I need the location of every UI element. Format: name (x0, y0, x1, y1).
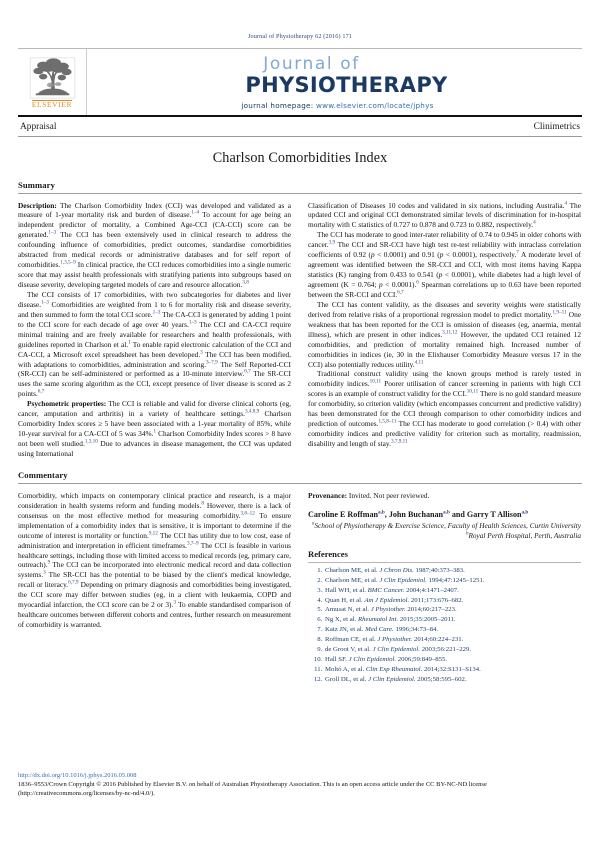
affiliation-a: $^a$School of Physiotherapy & Exercise Science, Faculty of Health Sciences, Curtin University (311, 520, 581, 531)
paragraph-text: The CCI is reliable and valid for diverse clinical cohorts (eg, cancer, amputation and arthritis) in a variety of healthcare settings.$^{3,4,8,9}$ Charlson Comorbidity Index scores ≥ 5 have been associated with a 1-year mortality of 85%, while 10-year survival for a CA-CCI of 5 was 34%.$^1$ Charlson Comorbidity Index scores > 8 have not been well studied.$^{1,3,10}$ Due to advances in disease management, the CCI was updated using International (18, 399, 292, 458)
copyright-notice: 1836–9553/Crown Copyright © 2016 Published by Elsevier B.V. on behalf of Australian Physiotherapy Association. This is an open access article under the CC BY-NC-ND license (http://creativecommons.org/licenses/by-nc-nd/4.0/). (18, 781, 487, 798)
elsevier-tree-icon (29, 57, 76, 99)
elsevier-logo (18, 49, 87, 115)
summary-section (18, 180, 582, 459)
paragraph-text: The CCI has content validity, as the diseases and severity weights were statistically derived from relative risks of a proportional regression model to predict mortality.$^{1,9-11}$ One weakness that has been reported for the CCI is omission of diseases (eg, anaemia, mental illness), which are present in other indices.$^{3,11,12}$ However, the updated CCI retained 12 comorbidities, and prediction of mortality remained high. Increased number of comorbidities in indices (ie, 30 in the Elixhauser Comorbidity Measure versus 17 in the CCI) also potentially reduces utility.$^{4,11}$ (308, 299, 582, 369)
list-item: 11. Moltó A, et al. Clin Exp Rheumatol. 2014;32:S131–S134. (324, 665, 581, 675)
commentary-column-left (18, 491, 291, 685)
references-heading: References (308, 549, 348, 560)
journal-title-line2: PHYSIOTHERAPY (245, 72, 448, 97)
list-item: 3. Hall WH, et al. BMC Cancer. 2004;4:1471–2407. (324, 586, 581, 596)
commentary-columns (18, 491, 582, 685)
summary-columns (18, 201, 582, 459)
paragraph-text: Comorbidity, which impacts on contemporary clinical practice and research, is a major consideration in health systems reform and funding models.$^8$ However, there is a lack of consensus on the most effective method for measuring comorbidity.$^{3,8-12}$ To ensure implementation of a comorbidity index that is sensitive, it is important to determine if the outcome of interest is mortality or function.$^{9,12}$ The CCI has utility due to low cost, ease of administration and interpretation in efficient timeframes.$^{3,7-9}$ The CCI is feasible in various healthcare settings, including those with limited access to medical records (eg, primary care, outreach).$^9$ The CCI can be incorporated into electronic medical record and data collection systems.$^3$ The SR-CCI has the potential to be biased by the client's medical knowledge, recall or literacy.$^{6,7,9}$ Depending on primary diagnosis and comorbidities being investigated, the CCI score may differ between studies (eg, in a client with leukaemia, COPD and myocardial infarction, the CCI score can be 2 or 3).$^3$ To enable standardised comparison of healthcare outcomes between different cohorts and centres, further research on measurement of comorbidity is warranted. (18, 490, 291, 630)
paragraph (18, 399, 291, 459)
list-item: 2. Charlson ME, et al. J Clin Epidemiol. 1994;47:1245–1251. (324, 576, 581, 586)
list-item: 7. Katz JN, et al. Med Care. 1996;34:73–84. (324, 625, 581, 635)
masthead-center (87, 49, 582, 115)
summary-divider (18, 193, 582, 194)
section-bar (18, 117, 582, 137)
list-item: 8. Roffman CE, et al. J Physiother. 2014;60:224–231. (324, 635, 581, 645)
paragraph-text: Traditional construct validity using the known groups method is rarely tested in comorbidity indices.$^{10,11}$ Poorer utilisation of cancer screening in patients with high CCI scores is an example of construct validity for the CCI.$^{10,11}$ There is no gold standard measure for comorbidity, so criterion validity (which encompasses concurrent and predictive validity) has been demonstrated for the CCI through comparison to other comorbidity indices and prediction of outcomes.$^{1,5,8-11}$ The CCI has moderate to good correlation (> 0.4) with other comorbidity indices and predictive validity for criterion such as mortality, readmission, disability and length of stay.$^{3,7,9,11}$ (308, 369, 581, 448)
paragraph (18, 491, 291, 630)
provenance-label: Provenance: (308, 490, 348, 500)
homepage-url[interactable]: www.elsevier.com/locate/jphys (315, 101, 434, 111)
provenance (308, 491, 581, 501)
commentary-column-right (308, 491, 581, 685)
paragraph-text: Classification of Diseases 10 codes and validated in six nations, including Australia.$^4$ The updated CCI and original CCI demonstrated similar levels of discrimination for in-hospital mortality with C statistics of 0.727 to 0.878 and 0.723 to 0.882, respectively.$^4$ (308, 200, 581, 230)
affiliation-b: $^b$Royal Perth Hospital, Perth, Australia (465, 530, 581, 540)
section-type-left: Appraisal (20, 122, 57, 132)
list-item: 9. de Groot V, et al. J Clin Epidemiol. 2003;56:221–229. (324, 645, 581, 655)
journal-homepage (241, 101, 433, 110)
paragraph (308, 230, 581, 300)
running-head: Journal of Physiotherapy 62 (2016) 171 (247, 33, 353, 40)
paragraph-text: The CCI has moderate to good inter-rater reliability of 0.74 to 0.945 in older cohorts with cancer.$^{3,9}$ The CCI and SR-CCI have high test re-test reliability with intraclass correlation coefficients of 0.92 (p < 0.0001) and 0.91 (p < 0.0001), respectively.$^7$ A moderate level of agreement was identified between the SR-CCI and CCI, with most items having Kappa statistics (K) ranging from 0.433 to 0.541 (p < 0.0001), while diabetes had a high level of agreement (K = 0.764; p < 0.0001).$^6$ Spearman correlations up to 0.63 have been reported between the SR-CCI and CCI.$^{6,7}$ (308, 230, 581, 299)
paragraph (18, 290, 291, 399)
commentary-section (18, 470, 582, 685)
journal-title-line1: Journal of (263, 53, 360, 74)
paragraph-lead: Psychometric properties: (27, 399, 107, 409)
paragraph (308, 201, 581, 231)
paragraph-text: The CCI consists of 17 comorbidities, with two subcategories for diabetes and liver disease.$^{1-3}$ Comorbidities are weighted from 1 to 6 for mortality risk and disease severity, and then summed to form the total CCI score.$^{1-3}$ The CA-CCI is generated by adding 1 point to the CCI score for each decade of age over 40 years.$^{1-3}$ The CCI and CA-CCI require minimal training and are freely available for researchers and health professionals, with guidelines reported in Charlson et al.$^1$ To enable rapid electronic calculation of the CCI and CA-CCI, a Microsoft excel spreadsheet has been developed.$^3$ The CCI has been modified, with adaptations to comorbidities, administration and scoring.$^{3-7,9}$ The Self Reported-CCI (SR-CCI) can be self-administered or performed as a 10-minute interview.$^{6,7}$ The SR-CCI uses the same scoring algorithm as the CCI, except presence of liver disease is scored as 2 points.$^{6,7}$ (18, 289, 291, 399)
reference-list (308, 566, 581, 685)
list-item: 12. Groll DL, et al. J Clin Epidemiol. 2005;58:595–602. (324, 675, 581, 685)
paragraph (308, 300, 581, 370)
provenance-text: Invited. Not peer reviewed. (347, 490, 430, 500)
summary-heading: Summary (18, 179, 55, 190)
commentary-heading: Commentary (18, 469, 68, 480)
list-item: 1. Charlson ME, et al. J Chron Dis. 1987;40:373–383. (324, 566, 581, 576)
page-title: Charlson Comorbidities Index (212, 149, 388, 166)
paragraph-lead: Description: (18, 200, 57, 210)
section-type-right: Clinimetrics (533, 122, 580, 132)
doi-link[interactable]: http://dx.doi.org/10.1016/j.jphys.2016.05.008 (18, 772, 137, 779)
author-list: Caroline E Roffman$^{a,b}$, John Buchanan$^{a,b}$ and Garry T Allison$^{a,b}$ (308, 509, 529, 519)
summary-column-right (308, 201, 581, 459)
homepage-label: journal homepage: (241, 101, 314, 111)
summary-column-left (18, 201, 291, 459)
references-divider (308, 562, 581, 563)
paragraph-text: The Charlson Comorbidity Index (CCI) was developed and validated as a measure of 1-year mortality risk and burden of disease.$^{1-4}$ To account for age being an independent predictor of mortality, a Combined Age-CCI (CA-CCI) score can be generated.$^{1-3}$ The CCI has been extensively used in clinical research to address the confounding influence of comorbidities, predict outcomes, standardise comorbidities abstracted from medical records or administrative databases and for self report of comorbidities.$^{1,3,5-9}$ In clinical practice, the CCI reduces comorbidities into a single numeric score that may assist health professionals with stratifying patients into subgroups based on disease severity, developing targeted models of care and resource allocation.$^{3,8}$ (18, 200, 291, 289)
commentary-divider (18, 483, 582, 484)
paragraph (18, 201, 291, 290)
paragraph (308, 369, 581, 449)
page-footer (18, 772, 582, 798)
journal-masthead (18, 48, 582, 117)
list-item: 4. Quan H, et al. Am J Epidemiol. 2011;173:676–682. (324, 596, 581, 606)
list-item: 6. Ng X, et al. Rheumatol Int. 2015;35:2005–2011. (324, 615, 581, 625)
list-item: 5. Amusat N, et al. J Physiother. 2014;60:217–223. (324, 605, 581, 615)
elsevier-wordmark: ELSEVIER (31, 100, 73, 109)
list-item: 10. Hall SF. J Clin Epidemiol. 2006;59:849–855. (324, 655, 581, 665)
